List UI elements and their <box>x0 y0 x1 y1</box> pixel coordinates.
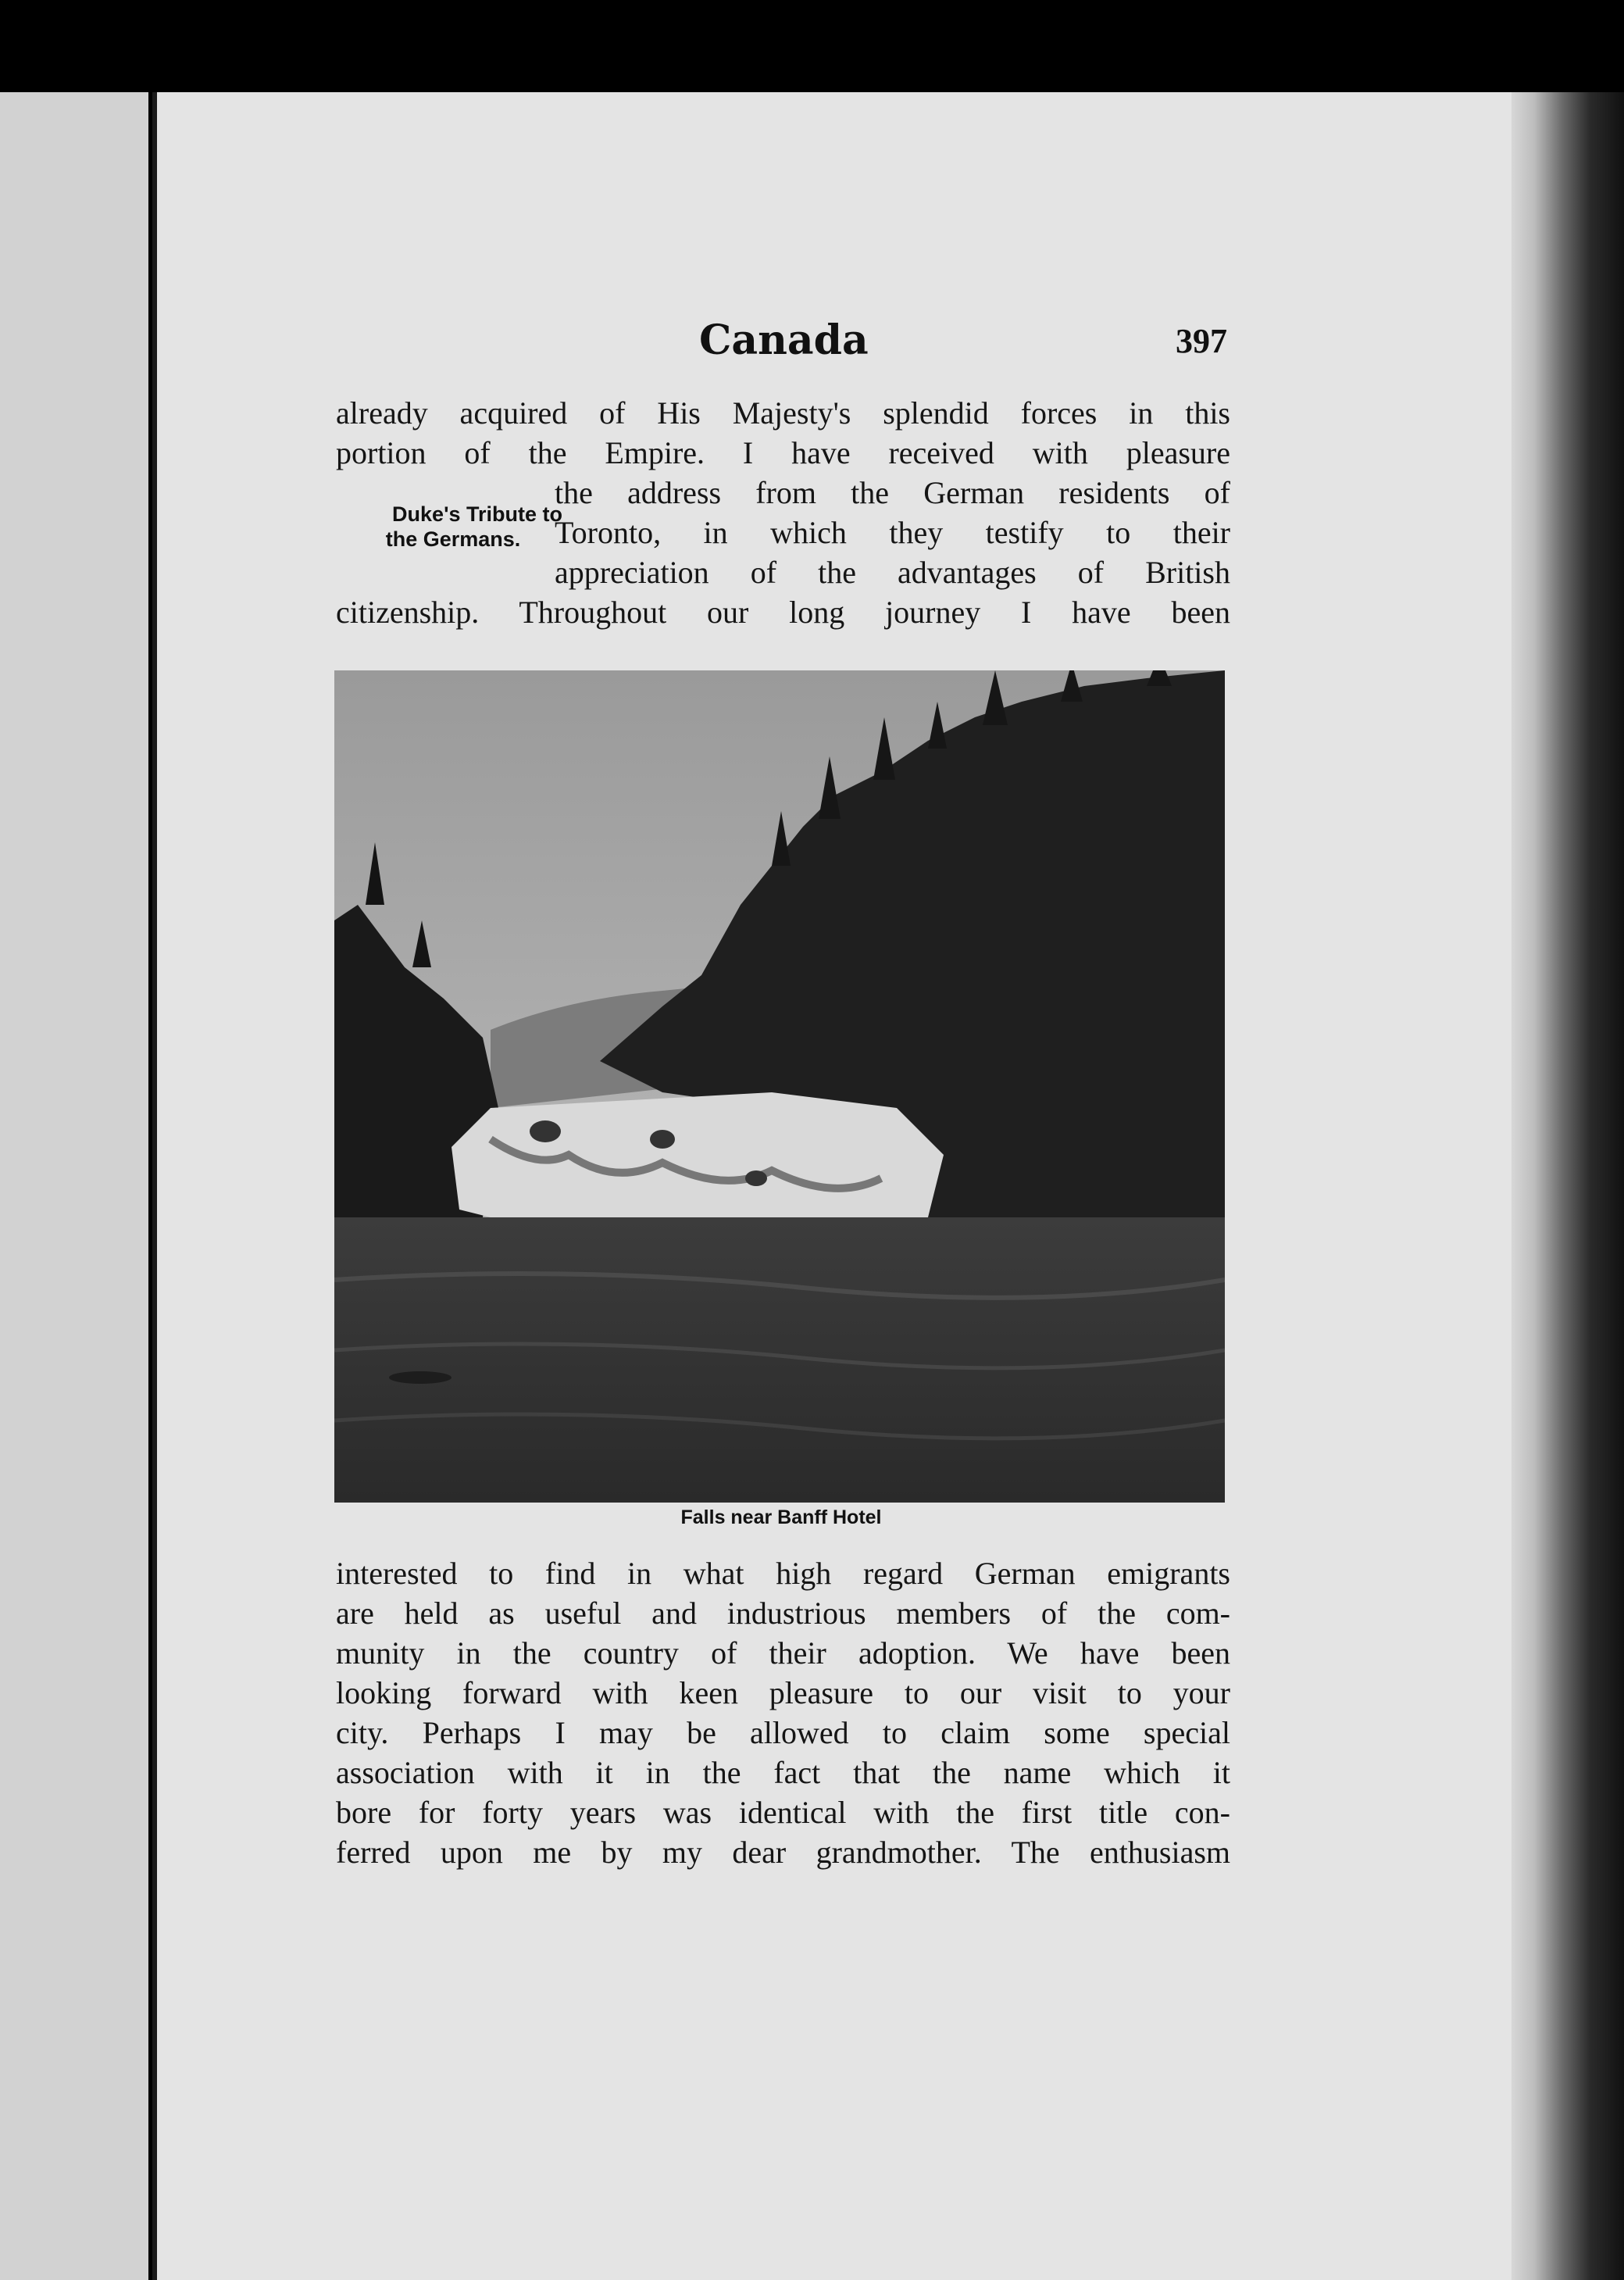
text-line: looking forward with keen pleasure to our visit to your <box>336 1675 1230 1710</box>
margin-sidenote <box>336 502 562 552</box>
text-line: ferred upon me by my dear grandmother. The enthusiasm <box>336 1835 1230 1870</box>
text-line: Toronto, in which they testify to their <box>555 515 1230 550</box>
page-header <box>0 316 1624 371</box>
page-number: 397 <box>1176 322 1227 360</box>
left-page-edge <box>0 92 148 2280</box>
text-line: already acquired of His Majesty's splendid forces in this <box>336 395 1230 431</box>
waterfall-photo-illustration <box>334 670 1225 1503</box>
running-title: Canada <box>699 316 869 364</box>
text-line: the address from the German residents of <box>555 475 1230 510</box>
paragraph-bottom <box>336 1553 1230 1872</box>
waterfall-photograph <box>334 670 1225 1503</box>
text-line: portion of the Empire. I have received with pleasure <box>336 435 1230 470</box>
photo-caption: Falls near Banff Hotel <box>680 1506 882 1528</box>
text-line: city. Perhaps I may be allowed to claim some special <box>336 1715 1230 1750</box>
sidenote-line: Duke's Tribute to <box>392 502 562 526</box>
text-line: are held as useful and industrious members of the com- <box>336 1596 1230 1631</box>
text-line: munity in the country of their adoption. We have been <box>336 1635 1230 1671</box>
text-line: interested to find in what high regard German emigrants <box>336 1556 1230 1591</box>
sidenote-line: the Germans. <box>385 527 521 551</box>
text-line: association with it in the fact that the name which it <box>336 1755 1230 1790</box>
text-line: bore for forty years was identical with the first title con- <box>336 1795 1230 1830</box>
page-fore-edge <box>1512 92 1624 2280</box>
text-line: appreciation of the advantages of British <box>555 555 1230 590</box>
text-line: citizenship. Throughout our long journey I have been <box>336 595 1230 630</box>
